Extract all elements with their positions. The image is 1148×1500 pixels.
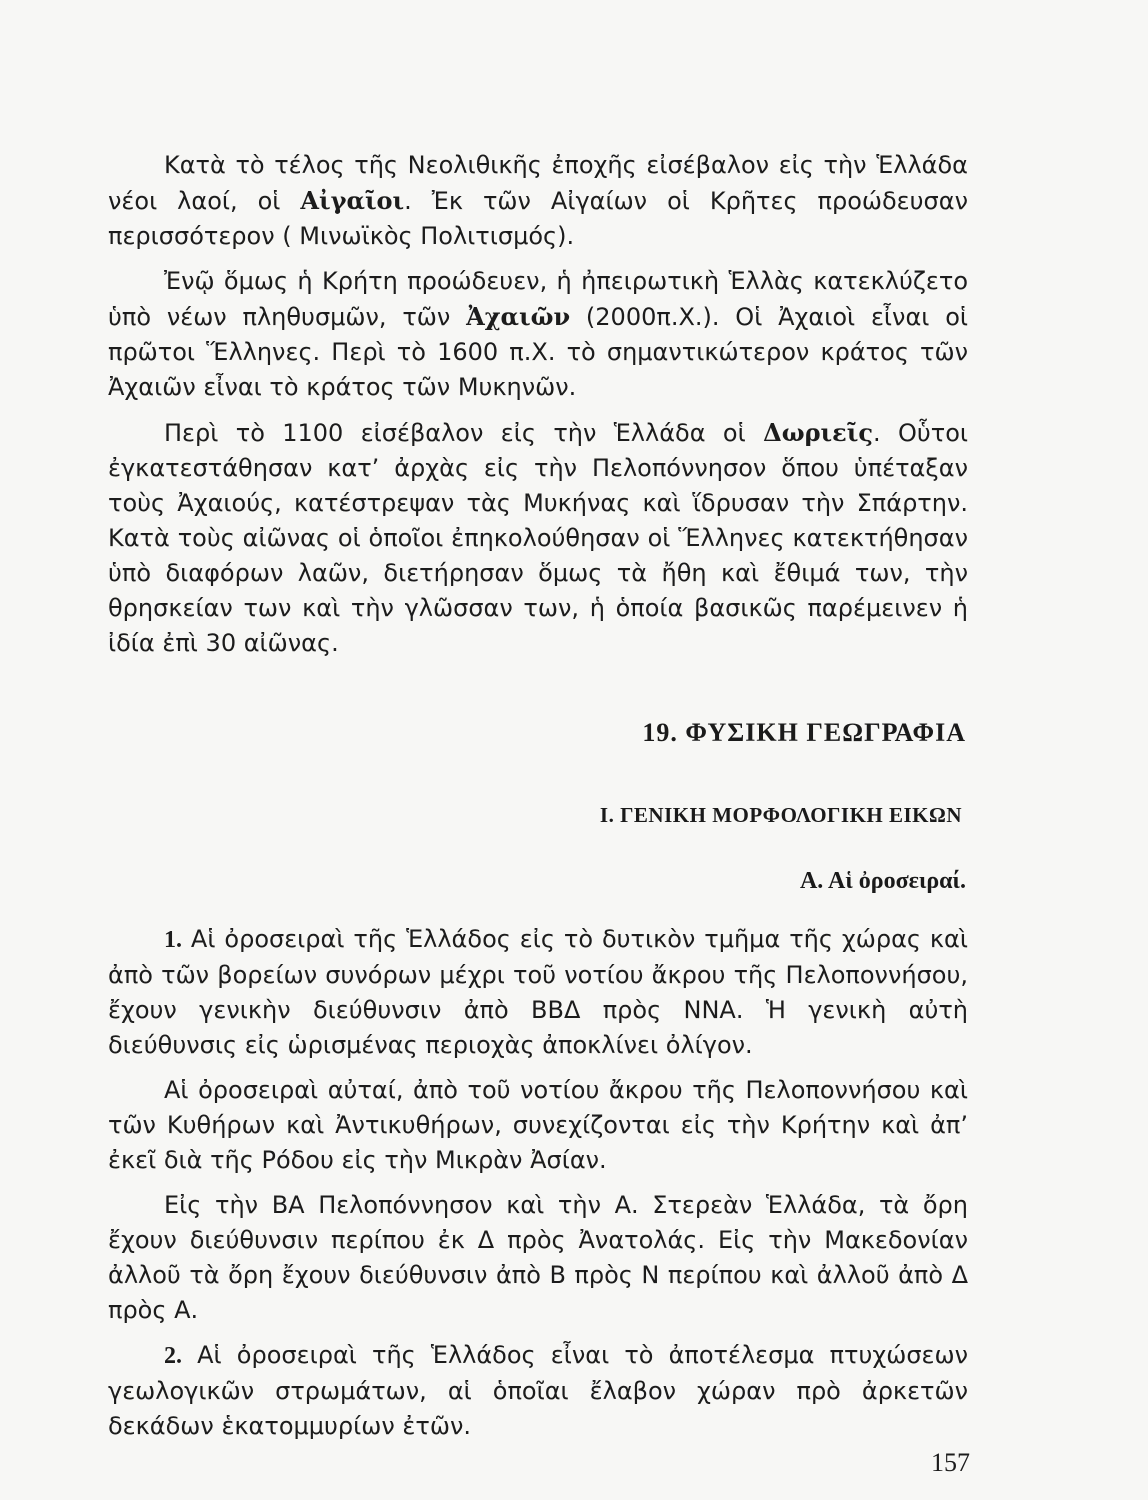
paragraph-achaeans: [108, 264, 968, 405]
geography-text-block: [108, 922, 968, 1444]
paragraph-mountain-east: Εἰς τὴν ΒΑ Πελοπόννησον καὶ τὴν Α. Στερεὰν Ἑλλάδα, τὰ ὄρη ἔχουν διεύθυνσιν περίπου ἐκ Δ πρὸς Ἀνατολάς. Εἰς τὴν Μακεδονίαν ἀλλοῦ τὰ ὄρη ἔχουν διεύθυνσιν ἀπὸ Β πρὸς Ν περίπου καὶ ἀλλοῦ ἀπὸ Δ πρὸς Α.: [108, 1191, 968, 1324]
text-run: Αἱ ὀροσειραὶ τῆς Ἑλλάδος εἶναι τὸ ἀποτέλεσμα πτυχώσεων γεωλογικῶν στρωμάτων, αἱ ὁποῖαι ἔλαβον χώραν πρὸ ἀρκετῶν δεκάδων ἑκατομμυρίων ἐτῶν.: [108, 1341, 968, 1440]
bold-term-dorians: Δωριεῖς: [763, 418, 873, 447]
paragraph-dorians: [108, 415, 968, 661]
text-run: Ἐνῷ ὅμως ἡ Κρήτη προώδευεν, ἡ ἠπειρωτικὴ Ἑλλὰς κατεκλύζετο ὑπὸ νέων πληθυσμῶν, τῶν: [108, 267, 968, 331]
text-run: Περὶ τὸ 1100 εἰσέβαλον εἰς τὴν Ἑλλάδα οἱ: [164, 419, 764, 447]
chapter-heading: 19. ΦΥΣΙΚΗ ΓΕΩΓΡΑΦΙΑ: [642, 718, 966, 747]
bold-term-achaeans: Ἀχαιῶν: [466, 302, 571, 331]
text-run: (2000π.Χ.). Οἱ Ἀχαιοὶ εἶναι οἱ πρῶτοι Ἕλληνες. Περὶ τὸ 1600 π.Χ. τὸ σημαντικώτερον κράτος τῶν Ἀχαιῶν εἶναι τὸ κράτος τῶν Μυκηνῶν.: [108, 303, 969, 401]
text-run: Αἱ ὀροσειραὶ τῆς Ἑλλάδος εἰς τὸ δυτικὸν τμῆμα τῆς χώρας καὶ ἀπὸ τῶν βορείων συνόρων μέχρι τοῦ νοτίου ἄκρου τῆς Πελοποννήσου, ἔχουν γενικὴν διεύθυνσιν ἀπὸ ΒΒΔ πρὸς ΝΝΑ. Ἡ γενικὴ αὐτὴ διεύθυνσις εἰς ὡρισμένας περιοχὰς ἀποκλίνει ὀλίγον.: [108, 925, 968, 1059]
paragraph-mountain-continuation: Αἱ ὀροσειραὶ αὐταί, ἀπὸ τοῦ νοτίου ἄκρου τῆς Πελοποννήσου καὶ τῶν Κυθήρων καὶ Ἀντικυθήρων, συνεχίζονται εἰς τὴν Κρήτην καὶ ἀπ’ ἐκεῖ διὰ τῆς Ρόδου εἰς τὴν Μικρὰν Ἀσίαν.: [108, 1076, 968, 1174]
text-run: . Οὗτοι ἐγκατεστάθησαν κατ’ ἀρχὰς εἰς τὴν Πελοπόννησον ὅπου ὑπέταξαν τοὺς Ἀχαιούς, κατέστρεψαν τὰς Μυκήνας καὶ ἵδρυσαν τὴν Σπάρτην. Κατὰ τοὺς αἰῶνας οἱ ὁποῖοι ἐπηκολούθησαν οἱ Ἕλληνες κατεκτήθησαν ὑπὸ διαφόρων λαῶν, διετήρησαν ὅμως τὰ ἤθη καὶ ἔθιμά των, τὴν θρησκείαν των καὶ τὴν γλῶσσαν των, ἡ ὁποία βασικῶς παρέμεινεν ἡ ἰδία ἐπὶ 30 αἰῶνας.: [108, 419, 968, 657]
page-number: 157: [931, 1448, 970, 1477]
section-heading: Ι. ΓΕΝΙΚΗ ΜΟΡΦΟΛΟΓΙΚΗ ΕΙΚΩΝ: [599, 803, 962, 827]
paragraph-number: 2.: [164, 1343, 182, 1369]
paragraph-mountain-origin: [108, 1338, 968, 1444]
paragraph-aegeans: [108, 148, 968, 254]
bold-term-aegeans: Αἰγαῖοι: [300, 186, 405, 215]
paragraph-number: 1.: [164, 927, 182, 953]
text-run: Κατὰ τὸ τέλος τῆς Νεολιθικῆς ἐποχῆς εἰσέβαλον εἰς τὴν Ἑλλάδα νέοι λαοί, οἱ: [108, 151, 968, 215]
paragraph-mountain-direction: [108, 922, 968, 1063]
subsection-heading: Α. Αἱ ὀροσειραί.: [799, 868, 966, 894]
history-text-block: [108, 148, 968, 661]
text-run: . Ἐκ τῶν Αἰγαίων οἱ Κρῆτες προώδευσαν περισσότερον ( Μινωϊκὸς Πολιτισμός).: [108, 187, 968, 250]
